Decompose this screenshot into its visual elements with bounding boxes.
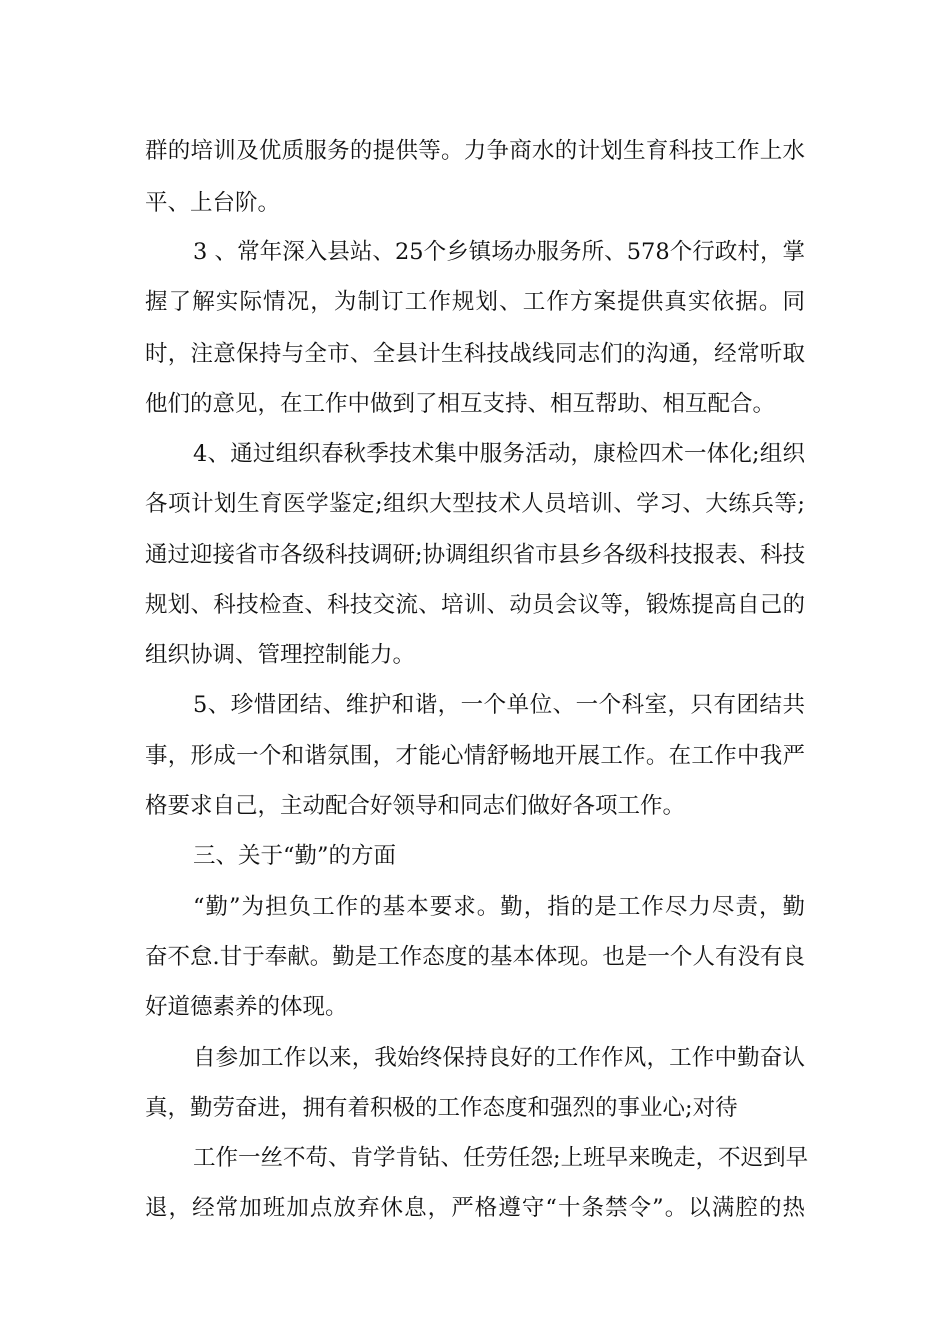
text-line: 他们的意见，在工作中做到了相互支持、相互帮助、相互配合。: [145, 391, 776, 417]
text-line: 格要求自己，主动配合好领导和同志们做好各项工作。: [145, 793, 686, 819]
section-heading: 三、关于“勤”的方面: [193, 843, 397, 869]
text-line: 退，经常加班加点放弃休息，严格遵守“十条禁令”。以满腔的热: [145, 1195, 805, 1221]
text-line: “勤”为担负工作的基本要求。勤，指的是工作尽力尽责，勤: [193, 894, 805, 920]
text-line: 规划、科技检查、科技交流、培训、动员会议等，锻炼提高自己的: [145, 592, 805, 618]
text-line: 平、上台阶。: [145, 190, 281, 216]
text-line: 各项计划生育医学鉴定;组织大型技术人员培训、学习、大练兵等;: [145, 491, 805, 517]
text-line: 事，形成一个和谐氛围，才能心情舒畅地开展工作。在工作中我严: [145, 743, 805, 769]
text-line: 自参加工作以来，我始终保持良好的工作作风，工作中勤奋认: [193, 1045, 805, 1071]
text-line: 群的培训及优质服务的提供等。力争商水的计划生育科技工作上水: [145, 138, 805, 164]
text-line: 通过迎接省市各级科技调研;协调组织省市县乡各级科技报表、科技: [145, 542, 806, 568]
text-line: 时，注意保持与全市、全县计生科技战线同志们的沟通，经常听取: [145, 341, 805, 367]
text-line: 3 、常年深入县站、25个乡镇场办服务所、578个行政村，掌: [193, 239, 805, 265]
text-line: 工作一丝不苟、肯学肯钻、任劳任怨;上班早来晚走，不迟到早: [193, 1145, 809, 1171]
text-line: 4、通过组织春秋季技术集中服务活动，康检四术一体化;组织: [193, 441, 805, 467]
text-line: 好道德素养的体现。: [145, 994, 348, 1020]
text-line: 握了解实际情况，为制订工作规划、工作方案提供真实依据。同: [145, 289, 805, 315]
text-line: 组织协调、管理控制能力。: [145, 642, 416, 668]
text-line: 5、珍惜团结、维护和谐，一个单位、一个科室，只有团结共: [193, 692, 805, 718]
text-line: 奋不怠.甘于奉献。勤是工作态度的基本体现。也是一个人有没有良: [145, 944, 805, 970]
text-line: 真，勤劳奋进，拥有着积极的工作态度和强烈的事业心;对待: [145, 1095, 738, 1121]
